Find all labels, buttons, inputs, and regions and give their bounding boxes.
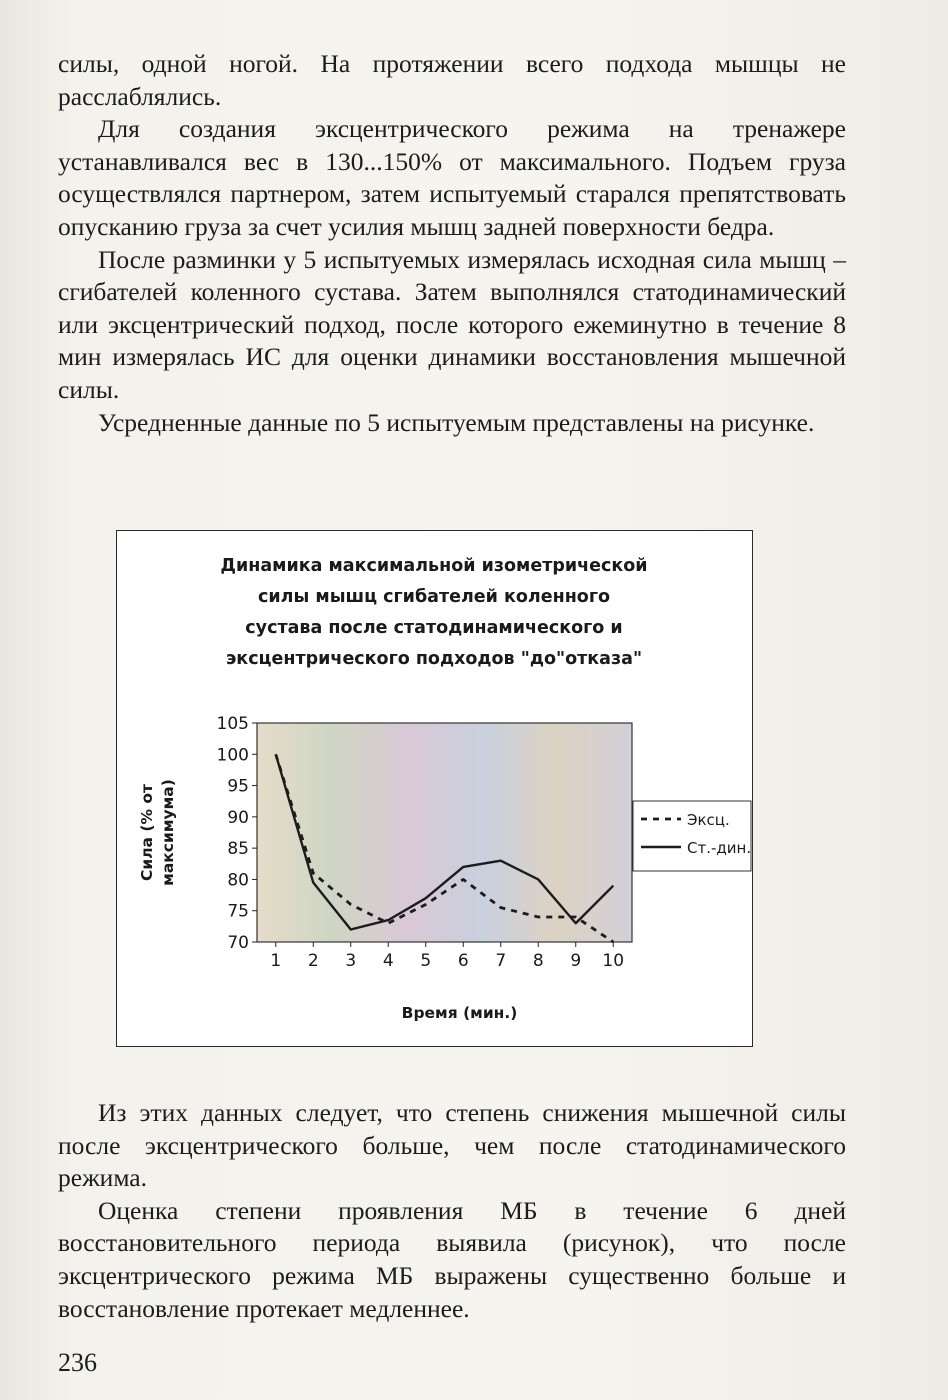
figure-chart bbox=[116, 530, 753, 1047]
x-tick-label: 7 bbox=[495, 951, 507, 971]
x-tick-label: 3 bbox=[345, 951, 357, 971]
page-number: 236 bbox=[58, 1348, 97, 1377]
y-tick-label: 70 bbox=[227, 933, 249, 953]
y-tick-label: 85 bbox=[227, 839, 249, 860]
y-axis-label-line: максимума) bbox=[159, 779, 177, 886]
chart-svg bbox=[117, 531, 752, 1046]
y-axis-label-line: Сила (% от bbox=[138, 783, 156, 882]
legend-label: Ст.-дин. bbox=[687, 839, 752, 857]
chart-title-line: эксцентрического подходов "до"отказа" bbox=[225, 649, 643, 669]
text-block-bottom bbox=[58, 1097, 846, 1325]
y-tick-label: 90 bbox=[227, 807, 249, 828]
paragraph: Для создания эксцентрического режима на тренажере устанавливался вес в 130...150% от максимального. Подъем груза осуществлялся партнером, затем испытуемый старался препятствовать опусканию груза за счет усилия мышц задней поверхности бедра. bbox=[58, 114, 846, 241]
y-tick-label: 105 bbox=[216, 714, 249, 734]
text-block-top bbox=[58, 48, 846, 439]
paragraph: силы, одной ногой. На протяжении всего подхода мышцы не расслаблялись. bbox=[58, 49, 846, 111]
x-tick-label: 8 bbox=[532, 951, 544, 971]
chart-title-line: Динамика максимальной изометрической bbox=[220, 556, 648, 576]
y-tick-label: 95 bbox=[227, 776, 249, 797]
y-tick-label: 100 bbox=[216, 745, 249, 766]
legend-label: Эксц. bbox=[687, 811, 730, 829]
x-tick-label: 5 bbox=[420, 951, 432, 971]
paragraph: Оценка степени проявления МБ в течение 6 дней восстановительного периода выявила (рисунок), что после эксцентрического режима МБ выражены существенно больше и восстановление протекает медленнее. bbox=[58, 1195, 846, 1323]
paragraph: После разминки у 5 испытуемых измерялась исходная сила мышц – сгибателей коленного сустава. Затем выполнялся статодинамический или эксцентрический подход, после которого ежеминутно в течение 8 мин измерялась ИС для оценки динамики восстановления мышечной силы. bbox=[58, 244, 846, 404]
paragraph: Усредненные данные по 5 испытуемым представлены на рисунке. bbox=[98, 407, 815, 437]
y-tick-label: 75 bbox=[227, 901, 249, 922]
x-tick-label: 2 bbox=[307, 951, 319, 971]
plot-area bbox=[257, 723, 632, 942]
x-tick-label: 6 bbox=[457, 951, 469, 971]
x-tick-label: 1 bbox=[270, 951, 282, 971]
paragraph: Из этих данных следует, что степень снижения мышечной силы после эксцентрического больше, чем после статодинамического режима. bbox=[58, 1098, 846, 1193]
x-tick-label: 4 bbox=[382, 951, 394, 971]
x-tick-label: 9 bbox=[570, 951, 582, 971]
x-tick-label: 10 bbox=[602, 951, 625, 971]
chart-title-line: сустава после статодинамического и bbox=[245, 618, 623, 638]
x-axis-label: Время (мин.) bbox=[401, 1004, 518, 1022]
chart-title-line: силы мышц сгибателей коленного bbox=[258, 587, 610, 607]
y-tick-label: 80 bbox=[227, 870, 249, 891]
